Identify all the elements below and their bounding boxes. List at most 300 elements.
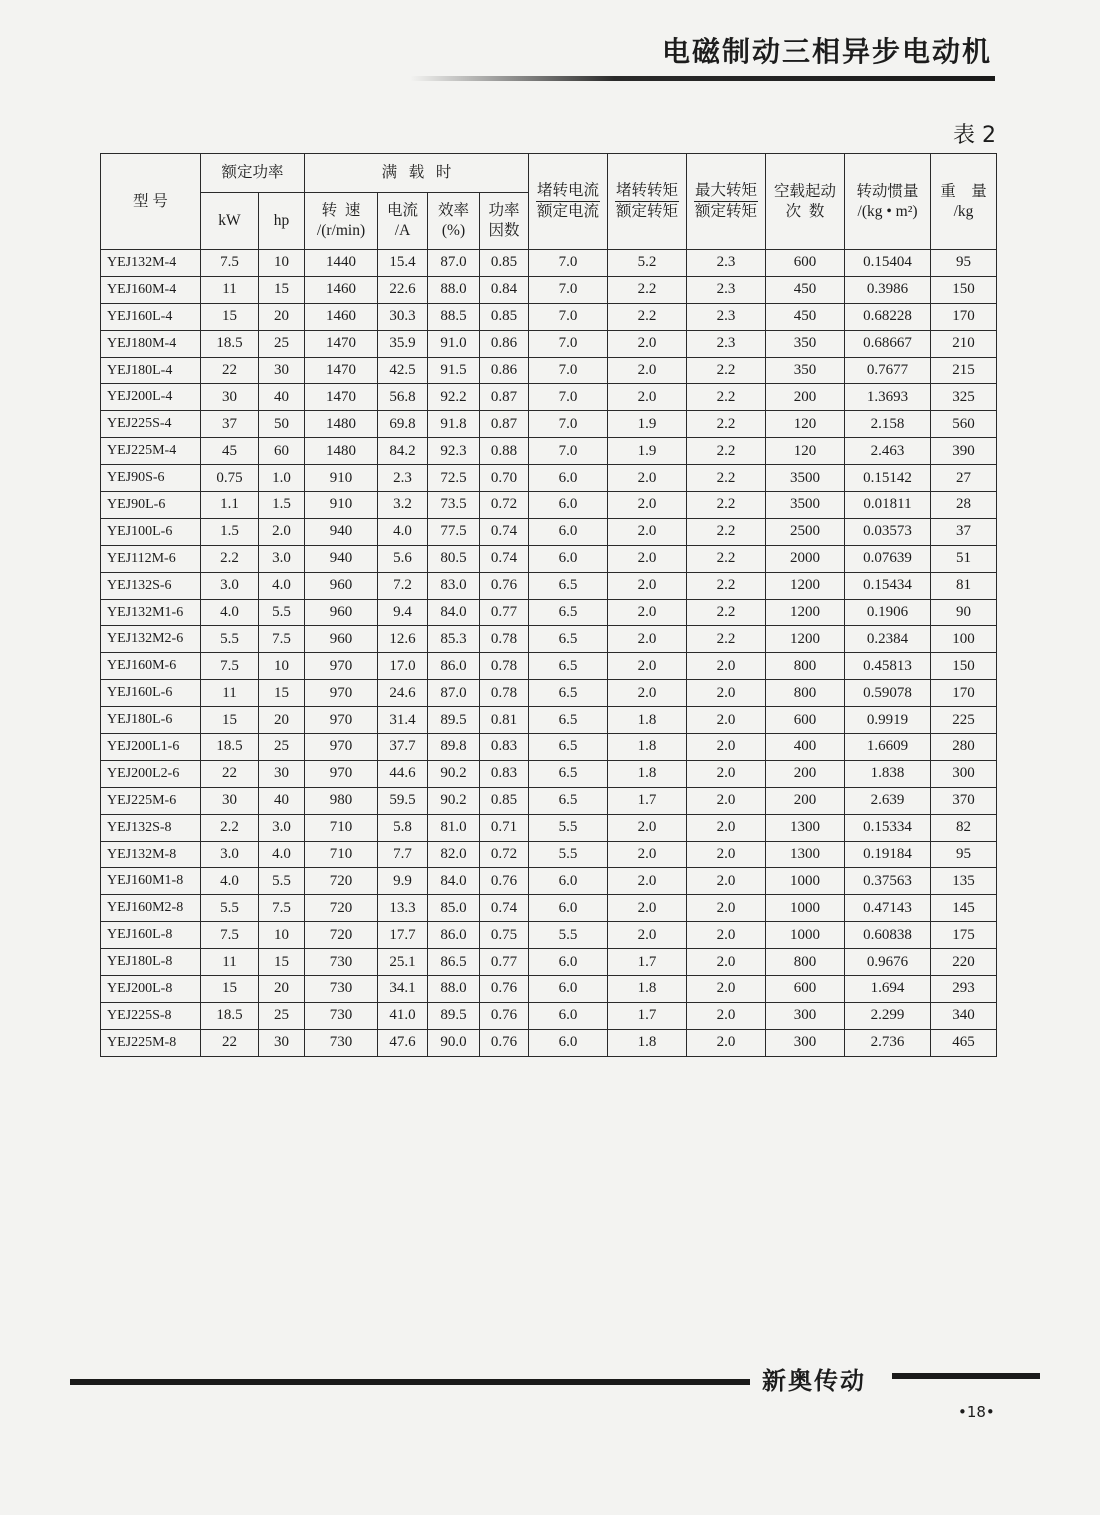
cell-power-hp: 5.5: [259, 868, 305, 895]
table-row: [101, 545, 997, 572]
cell-max-torque-ratio: 2.2: [687, 357, 766, 384]
cell-locked-torque-ratio: 2.0: [608, 599, 687, 626]
cell-locked-current-ratio: 6.0: [529, 976, 608, 1003]
cell-inertia: 0.15434: [845, 572, 931, 599]
cell-locked-current-ratio: 5.5: [529, 922, 608, 949]
cell-max-torque-ratio: 2.0: [687, 787, 766, 814]
cell-max-torque-ratio: 2.2: [687, 465, 766, 492]
cell-power-hp: 40: [259, 787, 305, 814]
cell-speed: 940: [305, 545, 378, 572]
cell-max-torque-ratio: 2.2: [687, 492, 766, 519]
cell-inertia: 0.03573: [845, 518, 931, 545]
table-row: [101, 922, 997, 949]
cell-speed: 970: [305, 680, 378, 707]
cell-max-torque-ratio: 2.2: [687, 518, 766, 545]
cell-inertia: 0.7677: [845, 357, 931, 384]
cell-inertia: 1.6609: [845, 734, 931, 761]
cell-model: YEJ200L2-6: [101, 760, 201, 787]
cell-max-torque-ratio: 2.2: [687, 545, 766, 572]
cell-power-kw: 15: [201, 976, 259, 1003]
cell-inertia: 0.68228: [845, 303, 931, 330]
cell-inertia: 0.07639: [845, 545, 931, 572]
cell-inertia: 0.60838: [845, 922, 931, 949]
cell-power-factor: 0.81: [480, 707, 529, 734]
cell-current: 42.5: [378, 357, 428, 384]
cell-power-kw: 11: [201, 680, 259, 707]
cell-max-torque-ratio: 2.0: [687, 922, 766, 949]
cell-locked-torque-ratio: 1.8: [608, 976, 687, 1003]
cell-no-load-starts: 800: [766, 680, 845, 707]
cell-weight: 27: [931, 465, 997, 492]
header-locked-torque-ratio: $\frac{\text{堵转转矩}}{\text{额定转矩}}$: [608, 154, 687, 250]
cell-weight: 220: [931, 949, 997, 976]
cell-locked-current-ratio: 7.0: [529, 384, 608, 411]
table-row: [101, 357, 997, 384]
cell-efficiency: 86.0: [428, 653, 480, 680]
cell-max-torque-ratio: 2.0: [687, 680, 766, 707]
table-row: [101, 250, 997, 277]
cell-power-kw: 1.1: [201, 492, 259, 519]
cell-power-factor: 0.70: [480, 465, 529, 492]
cell-model: YEJ132M-4: [101, 250, 201, 277]
title-rule: [410, 76, 995, 81]
cell-max-torque-ratio: 2.0: [687, 976, 766, 1003]
cell-power-factor: 0.83: [480, 760, 529, 787]
table-row: [101, 1029, 997, 1056]
cell-weight: 175: [931, 922, 997, 949]
cell-efficiency: 81.0: [428, 814, 480, 841]
cell-power-hp: 5.5: [259, 599, 305, 626]
cell-no-load-starts: 120: [766, 438, 845, 465]
cell-current: 15.4: [378, 250, 428, 277]
cell-current: 22.6: [378, 276, 428, 303]
cell-speed: 710: [305, 841, 378, 868]
cell-no-load-starts: 1000: [766, 895, 845, 922]
cell-weight: 51: [931, 545, 997, 572]
table-row: [101, 626, 997, 653]
cell-power-factor: 0.85: [480, 787, 529, 814]
cell-locked-torque-ratio: 1.7: [608, 949, 687, 976]
cell-locked-current-ratio: 6.5: [529, 680, 608, 707]
table-row: [101, 976, 997, 1003]
cell-no-load-starts: 300: [766, 1029, 845, 1056]
table-label: 表 2: [953, 123, 996, 148]
cell-speed: 720: [305, 922, 378, 949]
cell-efficiency: 86.0: [428, 922, 480, 949]
cell-model: YEJ225M-4: [101, 438, 201, 465]
cell-power-kw: 4.0: [201, 599, 259, 626]
cell-max-torque-ratio: 2.2: [687, 384, 766, 411]
cell-power-factor: 0.85: [480, 250, 529, 277]
cell-inertia: 0.15334: [845, 814, 931, 841]
cell-efficiency: 88.0: [428, 976, 480, 1003]
cell-locked-torque-ratio: 2.2: [608, 276, 687, 303]
cell-locked-torque-ratio: 2.0: [608, 384, 687, 411]
cell-efficiency: 87.0: [428, 680, 480, 707]
cell-efficiency: 85.0: [428, 895, 480, 922]
cell-model: YEJ200L-4: [101, 384, 201, 411]
cell-speed: 730: [305, 1002, 378, 1029]
cell-model: YEJ160L-8: [101, 922, 201, 949]
cell-current: 5.6: [378, 545, 428, 572]
table-row: [101, 868, 997, 895]
cell-power-kw: 18.5: [201, 1002, 259, 1029]
cell-current: 9.4: [378, 599, 428, 626]
cell-model: YEJ132S-6: [101, 572, 201, 599]
cell-locked-torque-ratio: 2.0: [608, 465, 687, 492]
cell-model: YEJ225S-8: [101, 1002, 201, 1029]
cell-power-kw: 11: [201, 949, 259, 976]
cell-current: 2.3: [378, 465, 428, 492]
cell-model: YEJ132M2-6: [101, 626, 201, 653]
cell-efficiency: 92.2: [428, 384, 480, 411]
table-row: [101, 949, 997, 976]
cell-weight: 215: [931, 357, 997, 384]
cell-max-torque-ratio: 2.2: [687, 438, 766, 465]
cell-inertia: 0.68667: [845, 330, 931, 357]
cell-weight: 90: [931, 599, 997, 626]
cell-speed: 1460: [305, 276, 378, 303]
cell-locked-torque-ratio: 2.0: [608, 895, 687, 922]
cell-no-load-starts: 600: [766, 707, 845, 734]
cell-inertia: 0.9676: [845, 949, 931, 976]
cell-model: YEJ225S-4: [101, 411, 201, 438]
cell-max-torque-ratio: 2.0: [687, 841, 766, 868]
cell-power-kw: 18.5: [201, 734, 259, 761]
cell-weight: 28: [931, 492, 997, 519]
cell-inertia: 1.694: [845, 976, 931, 1003]
header-no-load-starts: 空载起动 次 数: [766, 154, 845, 250]
cell-locked-current-ratio: 6.0: [529, 1002, 608, 1029]
cell-power-kw: 7.5: [201, 250, 259, 277]
cell-inertia: 0.37563: [845, 868, 931, 895]
cell-no-load-starts: 200: [766, 760, 845, 787]
cell-efficiency: 90.2: [428, 787, 480, 814]
table-row: [101, 465, 997, 492]
cell-speed: 1480: [305, 411, 378, 438]
cell-power-factor: 0.88: [480, 438, 529, 465]
cell-power-hp: 15: [259, 949, 305, 976]
cell-no-load-starts: 200: [766, 787, 845, 814]
cell-model: YEJ225M-8: [101, 1029, 201, 1056]
cell-max-torque-ratio: 2.0: [687, 707, 766, 734]
table-row: [101, 841, 997, 868]
cell-efficiency: 77.5: [428, 518, 480, 545]
cell-inertia: 0.47143: [845, 895, 931, 922]
cell-power-hp: 30: [259, 1029, 305, 1056]
cell-locked-torque-ratio: 2.0: [608, 492, 687, 519]
cell-weight: 293: [931, 976, 997, 1003]
cell-power-factor: 0.72: [480, 492, 529, 519]
cell-weight: 465: [931, 1029, 997, 1056]
footer-brand: 新奥传动: [762, 1367, 866, 1395]
cell-locked-torque-ratio: 2.0: [608, 330, 687, 357]
cell-inertia: 2.158: [845, 411, 931, 438]
cell-power-kw: 37: [201, 411, 259, 438]
cell-model: YEJ160M2-8: [101, 895, 201, 922]
cell-power-kw: 2.2: [201, 545, 259, 572]
cell-speed: 730: [305, 949, 378, 976]
cell-max-torque-ratio: 2.0: [687, 868, 766, 895]
cell-locked-current-ratio: 7.0: [529, 250, 608, 277]
header-inertia: 转动惯量 /(kg • m²): [845, 154, 931, 250]
cell-power-kw: 15: [201, 303, 259, 330]
cell-power-factor: 0.74: [480, 545, 529, 572]
cell-no-load-starts: 3500: [766, 492, 845, 519]
cell-speed: 970: [305, 760, 378, 787]
cell-efficiency: 90.2: [428, 760, 480, 787]
cell-power-kw: 22: [201, 760, 259, 787]
cell-max-torque-ratio: 2.0: [687, 734, 766, 761]
cell-speed: 1470: [305, 330, 378, 357]
cell-current: 30.3: [378, 303, 428, 330]
table-row: [101, 760, 997, 787]
cell-inertia: 2.299: [845, 1002, 931, 1029]
cell-model: YEJ160L-4: [101, 303, 201, 330]
cell-power-kw: 22: [201, 357, 259, 384]
cell-max-torque-ratio: 2.0: [687, 895, 766, 922]
cell-no-load-starts: 450: [766, 276, 845, 303]
footer-rule-right: [892, 1373, 1040, 1379]
cell-current: 44.6: [378, 760, 428, 787]
cell-current: 59.5: [378, 787, 428, 814]
cell-current: 4.0: [378, 518, 428, 545]
cell-max-torque-ratio: 2.0: [687, 653, 766, 680]
cell-no-load-starts: 2500: [766, 518, 845, 545]
table-row: [101, 411, 997, 438]
cell-weight: 325: [931, 384, 997, 411]
cell-locked-torque-ratio: 2.0: [608, 868, 687, 895]
cell-locked-torque-ratio: 1.8: [608, 760, 687, 787]
cell-no-load-starts: 1200: [766, 599, 845, 626]
cell-speed: 730: [305, 976, 378, 1003]
cell-power-factor: 0.76: [480, 572, 529, 599]
cell-power-kw: 15: [201, 707, 259, 734]
cell-power-kw: 5.5: [201, 626, 259, 653]
cell-power-hp: 60: [259, 438, 305, 465]
header-current: 电流 /A: [378, 193, 428, 250]
table-row: [101, 1002, 997, 1029]
cell-current: 7.2: [378, 572, 428, 599]
cell-model: YEJ160M-4: [101, 276, 201, 303]
cell-locked-torque-ratio: 1.7: [608, 1002, 687, 1029]
cell-max-torque-ratio: 2.0: [687, 949, 766, 976]
cell-current: 12.6: [378, 626, 428, 653]
cell-locked-torque-ratio: 2.0: [608, 841, 687, 868]
cell-max-torque-ratio: 2.2: [687, 599, 766, 626]
cell-power-kw: 22: [201, 1029, 259, 1056]
cell-model: YEJ112M-6: [101, 545, 201, 572]
cell-power-factor: 0.72: [480, 841, 529, 868]
cell-locked-current-ratio: 6.0: [529, 949, 608, 976]
cell-inertia: 0.45813: [845, 653, 931, 680]
cell-inertia: 0.19184: [845, 841, 931, 868]
cell-power-hp: 20: [259, 707, 305, 734]
cell-weight: 150: [931, 653, 997, 680]
cell-max-torque-ratio: 2.0: [687, 814, 766, 841]
cell-locked-torque-ratio: 2.0: [608, 357, 687, 384]
cell-no-load-starts: 350: [766, 357, 845, 384]
cell-inertia: 2.463: [845, 438, 931, 465]
cell-locked-current-ratio: 6.0: [529, 518, 608, 545]
cell-efficiency: 92.3: [428, 438, 480, 465]
cell-power-hp: 3.0: [259, 814, 305, 841]
cell-locked-current-ratio: 6.5: [529, 626, 608, 653]
cell-no-load-starts: 600: [766, 250, 845, 277]
cell-efficiency: 91.0: [428, 330, 480, 357]
cell-power-factor: 0.71: [480, 814, 529, 841]
cell-no-load-starts: 120: [766, 411, 845, 438]
cell-current: 24.6: [378, 680, 428, 707]
cell-power-hp: 7.5: [259, 895, 305, 922]
cell-power-kw: 3.0: [201, 841, 259, 868]
cell-model: YEJ160M1-8: [101, 868, 201, 895]
cell-model: YEJ180L-4: [101, 357, 201, 384]
cell-speed: 970: [305, 653, 378, 680]
cell-locked-torque-ratio: 1.8: [608, 1029, 687, 1056]
cell-weight: 145: [931, 895, 997, 922]
cell-current: 25.1: [378, 949, 428, 976]
cell-power-kw: 4.0: [201, 868, 259, 895]
cell-no-load-starts: 1300: [766, 841, 845, 868]
cell-weight: 560: [931, 411, 997, 438]
cell-no-load-starts: 1300: [766, 814, 845, 841]
cell-power-factor: 0.86: [480, 330, 529, 357]
cell-power-factor: 0.75: [480, 922, 529, 949]
cell-power-hp: 25: [259, 1002, 305, 1029]
cell-locked-current-ratio: 6.0: [529, 492, 608, 519]
cell-max-torque-ratio: 2.0: [687, 1002, 766, 1029]
cell-power-factor: 0.76: [480, 868, 529, 895]
cell-locked-current-ratio: 6.5: [529, 787, 608, 814]
cell-efficiency: 84.0: [428, 599, 480, 626]
cell-no-load-starts: 1000: [766, 922, 845, 949]
cell-model: YEJ90L-6: [101, 492, 201, 519]
cell-max-torque-ratio: 2.2: [687, 626, 766, 653]
cell-model: YEJ200L-8: [101, 976, 201, 1003]
table-row: [101, 680, 997, 707]
cell-locked-current-ratio: 7.0: [529, 357, 608, 384]
cell-efficiency: 86.5: [428, 949, 480, 976]
cell-model: YEJ180L-6: [101, 707, 201, 734]
table-row: [101, 653, 997, 680]
cell-power-factor: 0.74: [480, 895, 529, 922]
cell-inertia: 0.1906: [845, 599, 931, 626]
cell-locked-torque-ratio: 1.8: [608, 734, 687, 761]
cell-inertia: 0.59078: [845, 680, 931, 707]
cell-locked-current-ratio: 5.5: [529, 814, 608, 841]
cell-no-load-starts: 2000: [766, 545, 845, 572]
cell-speed: 970: [305, 707, 378, 734]
cell-no-load-starts: 1200: [766, 572, 845, 599]
cell-locked-torque-ratio: 2.0: [608, 545, 687, 572]
cell-power-hp: 40: [259, 384, 305, 411]
cell-power-hp: 50: [259, 411, 305, 438]
cell-power-kw: 11: [201, 276, 259, 303]
cell-power-hp: 2.0: [259, 518, 305, 545]
cell-model: YEJ132M1-6: [101, 599, 201, 626]
cell-locked-current-ratio: 6.5: [529, 599, 608, 626]
table-row: [101, 814, 997, 841]
cell-no-load-starts: 300: [766, 1002, 845, 1029]
cell-speed: 720: [305, 868, 378, 895]
table-row: [101, 599, 997, 626]
cell-model: YEJ90S-6: [101, 465, 201, 492]
page-number: •18•: [958, 1403, 995, 1421]
cell-speed: 980: [305, 787, 378, 814]
cell-power-hp: 1.0: [259, 465, 305, 492]
cell-inertia: 0.01811: [845, 492, 931, 519]
cell-inertia: 1.3693: [845, 384, 931, 411]
cell-power-kw: 45: [201, 438, 259, 465]
cell-current: 56.8: [378, 384, 428, 411]
cell-inertia: 0.15404: [845, 250, 931, 277]
cell-current: 5.8: [378, 814, 428, 841]
cell-efficiency: 83.0: [428, 572, 480, 599]
cell-weight: 210: [931, 330, 997, 357]
cell-locked-torque-ratio: 2.0: [608, 922, 687, 949]
cell-locked-current-ratio: 5.5: [529, 841, 608, 868]
cell-max-torque-ratio: 2.0: [687, 1029, 766, 1056]
cell-power-hp: 10: [259, 653, 305, 680]
cell-inertia: 0.9919: [845, 707, 931, 734]
cell-model: YEJ160L-6: [101, 680, 201, 707]
cell-no-load-starts: 400: [766, 734, 845, 761]
cell-efficiency: 89.8: [428, 734, 480, 761]
table-row: [101, 572, 997, 599]
cell-speed: 960: [305, 599, 378, 626]
cell-current: 13.3: [378, 895, 428, 922]
motor-spec-table: [100, 153, 997, 1057]
cell-power-factor: 0.77: [480, 599, 529, 626]
cell-efficiency: 87.0: [428, 250, 480, 277]
cell-model: YEJ200L1-6: [101, 734, 201, 761]
cell-power-factor: 0.83: [480, 734, 529, 761]
cell-power-factor: 0.87: [480, 411, 529, 438]
cell-no-load-starts: 1200: [766, 626, 845, 653]
cell-weight: 135: [931, 868, 997, 895]
cell-max-torque-ratio: 2.3: [687, 330, 766, 357]
cell-locked-torque-ratio: 1.9: [608, 438, 687, 465]
cell-model: YEJ132M-8: [101, 841, 201, 868]
table-row: [101, 303, 997, 330]
cell-max-torque-ratio: 2.3: [687, 303, 766, 330]
cell-speed: 720: [305, 895, 378, 922]
page-title: 电磁制动三相异步电动机: [661, 35, 992, 68]
cell-efficiency: 85.3: [428, 626, 480, 653]
header-model: 型 号: [101, 154, 201, 250]
cell-current: 69.8: [378, 411, 428, 438]
cell-power-hp: 15: [259, 276, 305, 303]
cell-power-factor: 0.77: [480, 949, 529, 976]
cell-locked-current-ratio: 6.0: [529, 465, 608, 492]
cell-current: 34.1: [378, 976, 428, 1003]
cell-power-factor: 0.86: [480, 357, 529, 384]
cell-locked-current-ratio: 6.0: [529, 545, 608, 572]
cell-model: YEJ132S-8: [101, 814, 201, 841]
cell-efficiency: 82.0: [428, 841, 480, 868]
cell-speed: 960: [305, 572, 378, 599]
cell-power-kw: 30: [201, 787, 259, 814]
table-row: [101, 787, 997, 814]
cell-power-factor: 0.78: [480, 680, 529, 707]
cell-weight: 95: [931, 841, 997, 868]
cell-speed: 910: [305, 465, 378, 492]
cell-power-kw: 3.0: [201, 572, 259, 599]
cell-no-load-starts: 3500: [766, 465, 845, 492]
cell-locked-torque-ratio: 2.0: [608, 680, 687, 707]
cell-efficiency: 72.5: [428, 465, 480, 492]
